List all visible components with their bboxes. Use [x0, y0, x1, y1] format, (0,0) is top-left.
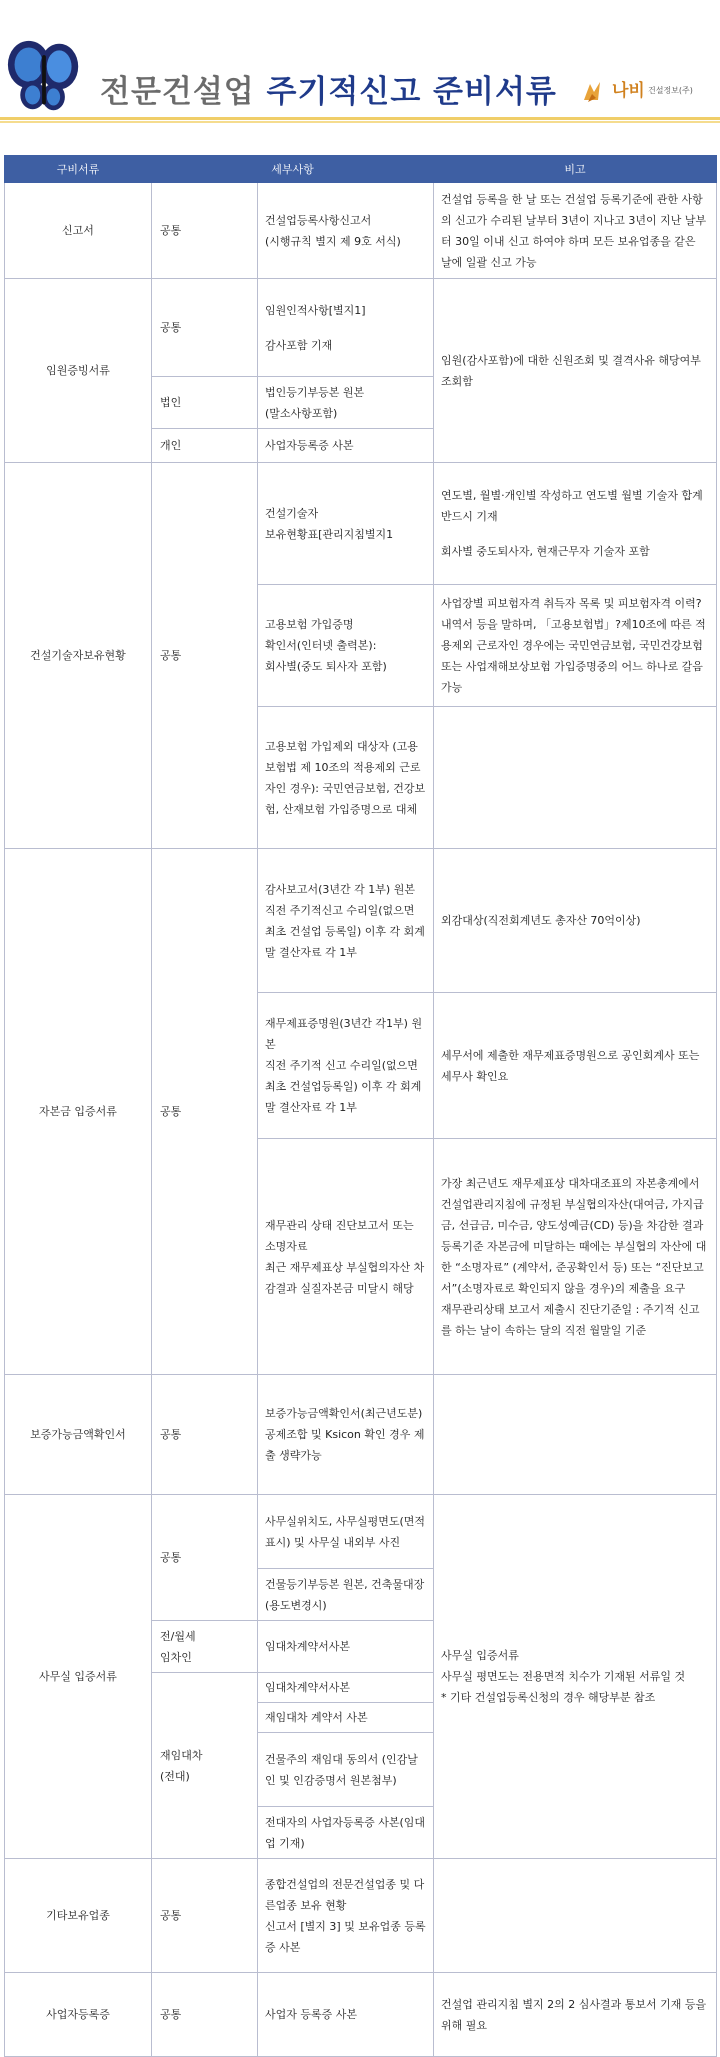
type-cell: 개인	[152, 429, 258, 463]
detail-line: 최근 재무제표상 부실협의자산 차감결과 실질자본금 미달시 해당	[265, 1260, 425, 1295]
table-row	[5, 463, 717, 585]
page-title	[100, 66, 557, 111]
note-cell	[434, 1859, 717, 1973]
spacer	[265, 321, 426, 335]
detail-cell	[258, 849, 434, 993]
title-part2: 주기적신고 준비서류	[266, 74, 557, 110]
logo-subtext: 건설정보(주)	[648, 86, 693, 95]
detail-line: 공제조합 및 Ksicon 확인 경우 제출 생략가능	[265, 1428, 425, 1462]
table-row	[5, 1973, 717, 2057]
type-cell	[152, 1673, 258, 1859]
note-line: 사무실 입증서류	[441, 1649, 519, 1662]
detail-line: (말소사항포함)	[265, 406, 338, 420]
detail-cell: 임대차계약서사본	[258, 1673, 434, 1703]
detail-cell: 사무실위치도, 사무실평면도(면적표시) 및 사무실 내외부 사진	[258, 1495, 434, 1569]
detail-line: 신고서 [별지 3] 및 보유업종 등록증 사본	[265, 1919, 426, 1954]
detail-line: 직전 주기적 신고 수리일(없으면 최초 건설업등록일) 이후 각 회계말 결산자료 각 1부	[265, 1059, 422, 1114]
detail-cell	[258, 1139, 434, 1375]
title-part1: 전문건설업	[100, 74, 255, 110]
detail-cell: 임대차계약서사본	[258, 1621, 434, 1673]
table-header-row	[5, 156, 717, 183]
note-cell: 사업장별 피보험자격 취득자 목록 및 피보험자격 이력?내역서 등을 말하며, 「고용보험법」?제10조에 따른 적용제외 근로자인 경우에는 국민연금보험, 국민건강보험 또는 사업재해보상보험 가입증명중의 어느 하나로 갈음 가능	[434, 585, 717, 707]
type-cell: 공통	[152, 463, 258, 849]
detail-line: 감사보고서(3년간 각 1부) 원본	[265, 882, 415, 896]
note-cell	[434, 707, 717, 849]
detail-cell	[258, 279, 434, 377]
butterfly-logo-icon	[6, 36, 82, 116]
note-cell: 건설업 등록을 한 날 또는 건설업 등록기준에 관한 사항의 신고가 수리된 날부터 3년이 지나고 3년이 지난 날부터 30일 이내 신고 하여야 하며 모든 보유업종을 같은 날에 일괄 신고 가능	[434, 183, 717, 279]
doc-cell: 신고서	[5, 183, 152, 279]
type-line: 재임대차	[160, 1748, 203, 1762]
detail-line: 확인서(인터넷 출력본):	[265, 639, 377, 652]
detail-cell	[258, 377, 434, 429]
note-cell	[434, 463, 717, 585]
detail-cell	[258, 183, 434, 279]
note-cell	[434, 1139, 717, 1375]
detail-line: 보증가능금액확인서(최근년도분)	[265, 1407, 423, 1420]
detail-line: 법인등기부등본 원본	[265, 385, 365, 399]
header-divider	[0, 117, 720, 120]
detail-cell: 재임대차 계약서 사본	[258, 1703, 434, 1733]
detail-line: 종합건설업의 전문건설업종 및 다른업종 보유 현황	[265, 1877, 425, 1912]
detail-cell	[258, 993, 434, 1139]
type-cell: 공통	[152, 849, 258, 1375]
detail-cell: 건물주의 재임대 동의서 (인감날인 및 인감증명서 원본첨부)	[258, 1733, 434, 1807]
table-row	[5, 183, 717, 279]
detail-cell: 전대자의 사업자등록증 사본(임대업 기재)	[258, 1807, 434, 1859]
detail-line: 건설업등록사항신고서	[265, 213, 372, 227]
table-row	[5, 1859, 717, 1973]
table-row	[5, 1495, 717, 1569]
detail-line: 재무관리 상태 진단보고서 또는 소명자료	[265, 1218, 414, 1253]
note-cell: 외감대상(직전회계년도 총자산 70억이상)	[434, 849, 717, 993]
note-line: 가장 최근년도 재무제표상 대차대조표의 자본총계에서 건설업관리지침에 규정된 부실협의자산(대여금, 가지급금, 선급금, 미수금, 양도성예금(CD) 등)을 차감한 결과 등록기준 자본금에 미달하는 때에는 부실협의 자산에 대한 “소명자료” (계약서, 준공확인서 등) 또는 “진단보고서”(소명자료로 확인되지 않을 경우)의 제출을 요구	[441, 1176, 707, 1295]
type-cell: 법인	[152, 377, 258, 429]
documents-table	[4, 155, 717, 2057]
doc-cell: 자본금 입증서류	[5, 849, 152, 1375]
type-cell: 공통	[152, 1375, 258, 1495]
type-cell	[152, 1621, 258, 1673]
note-cell: 건설업 관리지침 별지 2의 2 심사결과 통보서 기재 등을 위해 필요	[434, 1973, 717, 2057]
note-line: 회사별 중도퇴사자, 현재근무자 기술자 포함	[441, 545, 650, 558]
note-line: 연도별, 월별·개인별 작성하고 연도별 월별 기술자 합계 반드시 기재	[441, 489, 703, 523]
type-cell: 공통	[152, 1495, 258, 1621]
detail-line: 고용보험 가입증명	[265, 618, 354, 631]
header-note: 비고	[434, 156, 717, 183]
detail-cell	[258, 585, 434, 707]
note-cell: 임원(감사포함)에 대한 신원조회 및 결격사유 해당여부 조회함	[434, 279, 717, 463]
type-line: 임차인	[160, 1650, 192, 1664]
note-line: 사무실 평면도는 전용면적 치수가 기재된 서류일 것	[441, 1670, 686, 1683]
detail-line: 감사포함 기재	[265, 338, 333, 352]
page-header	[0, 0, 720, 130]
note-line: 재무관리상태 보고서 제출시 진단기준일 : 주기적 신고를 하는 날이 속하는 달의 직전 월말일 기준	[441, 1302, 700, 1337]
header-divider-light	[0, 121, 720, 123]
note-line: * 기타 건설업등록신청의 경우 해당부분 참조	[441, 1691, 656, 1704]
detail-cell: 사업자등록증 사본	[258, 429, 434, 463]
type-cell: 공통	[152, 183, 258, 279]
detail-line: 회사별(중도 퇴사자 포함)	[265, 660, 387, 673]
note-cell: 세무서에 제출한 재무제표증명원으로 공인회계사 또는 세무사 확인요	[434, 993, 717, 1139]
detail-cell	[258, 463, 434, 585]
detail-cell: 건물등기부등본 원본, 건축물대장(용도변경시)	[258, 1569, 434, 1621]
type-cell: 공통	[152, 279, 258, 377]
header-doc: 구비서류	[5, 156, 152, 183]
detail-line: (시행규칙 별지 제 9호 서식)	[265, 234, 401, 248]
detail-cell	[258, 1859, 434, 1973]
type-cell: 공통	[152, 1973, 258, 2057]
note-cell	[434, 1495, 717, 1859]
detail-cell	[258, 1375, 434, 1495]
type-line: (전대)	[160, 1769, 190, 1783]
detail-line: 재무제표증명원(3년간 각1부) 원본	[265, 1017, 423, 1051]
table-row	[5, 1375, 717, 1495]
header-detail: 세부사항	[152, 156, 434, 183]
doc-cell: 사업자등록증	[5, 1973, 152, 2057]
note-cell	[434, 1375, 717, 1495]
type-cell: 공통	[152, 1859, 258, 1973]
logo-text: 나비	[612, 81, 645, 101]
table-row	[5, 849, 717, 993]
detail-line: 건설기술자	[265, 506, 319, 520]
detail-line: 보유현황표[관리지침별지1	[265, 527, 394, 541]
type-line: 전/월세	[160, 1629, 196, 1643]
doc-cell: 건설기술자보유현황	[5, 463, 152, 849]
doc-cell: 기타보유업종	[5, 1859, 152, 1973]
doc-cell: 임원증빙서류	[5, 279, 152, 463]
detail-line: 직전 주기적신고 수리일(없으면 최초 건설업 등록일) 이후 각 회계 말 결산자료 각 1부	[265, 903, 425, 959]
doc-cell: 보증가능금액확인서	[5, 1375, 152, 1495]
detail-cell: 사업자 등록증 사본	[258, 1973, 434, 2057]
doc-cell: 사무실 입증서류	[5, 1495, 152, 1859]
detail-cell: 고용보험 가입제외 대상자 (고용보험법 제 10조의 적용제외 근로자인 경우): 국민연금보험, 건강보험, 산재보험 가입증명으로 대체	[258, 707, 434, 849]
spacer	[441, 527, 709, 541]
table-row	[5, 279, 717, 377]
detail-line: 임원인적사항[별지1]	[265, 303, 366, 317]
